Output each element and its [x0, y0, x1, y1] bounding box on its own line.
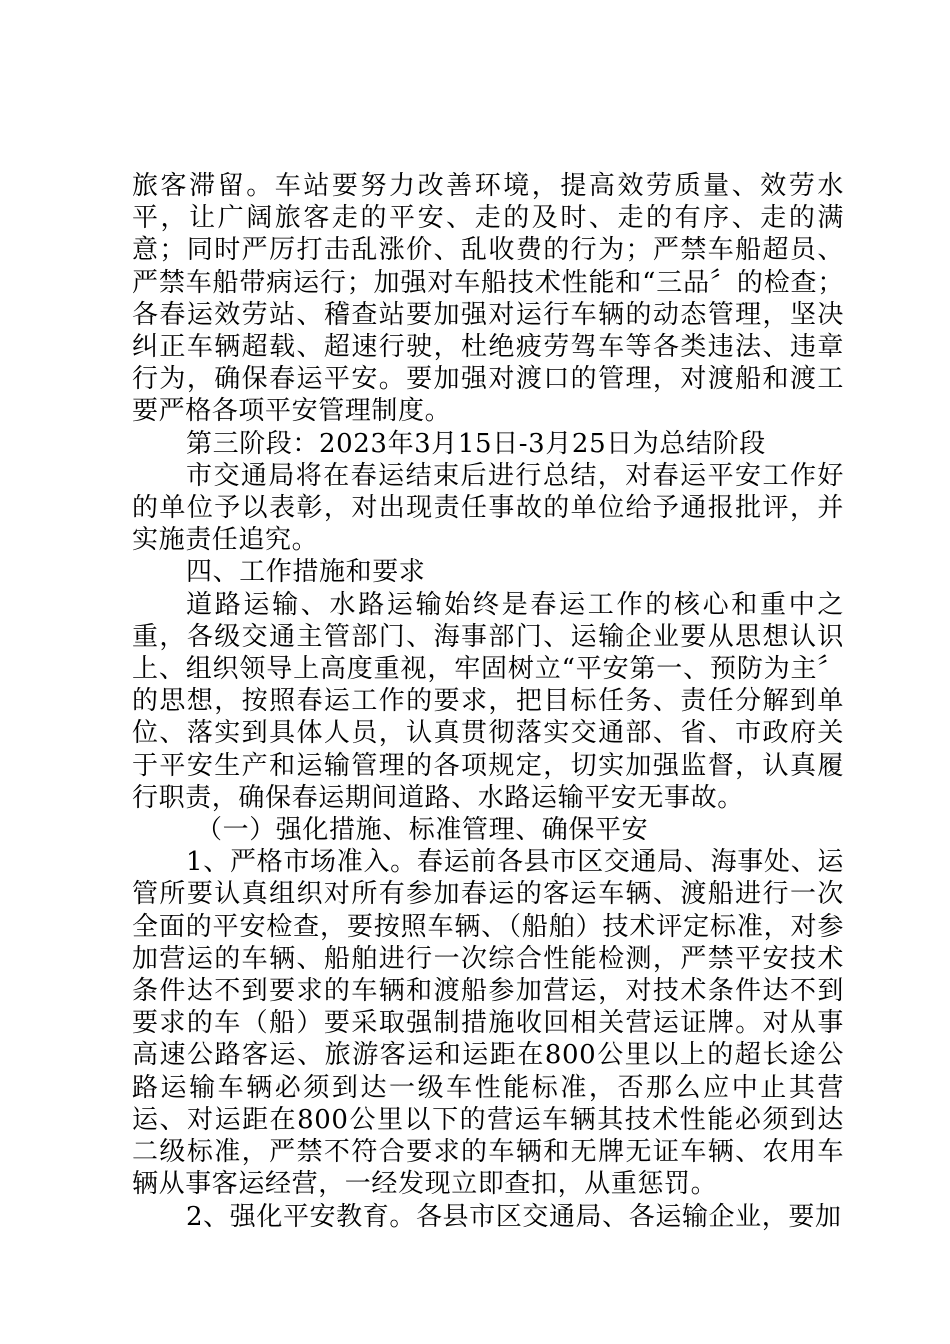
subsection-one-heading: （一）强化措施、标准管理、确保平安: [196, 815, 649, 846]
paragraph-road-water-transport: 道路运输、水路运输始终是春运工作的核心和重中之重，各级交通主管部门、海事部门、运输企业要从思想认识上、组织领导上高度重视，牢固树立“平安第一、预防为主〞的思想，按照春运工作的要求，把目标任务、责任分解到单位、落实到具体人员，认真贯彻落实交通部、省、市政府关于平安生产和运输管理的各项规定，切实加强监督，认真履行职责，确保春运期间道路、水路运输平安无事故。: [132, 589, 844, 813]
paragraph-safety-education: 2、强化平安教育。各县市区交通局、各运输企业，要加: [186, 1201, 842, 1232]
stage-three-heading: 第三阶段：2023年3月15日-3月25日为总结阶段: [186, 428, 766, 459]
paragraph-market-access: 1、严格市场准入。春运前各县市区交通局、海事处、运管所要认真组织对所有参加春运的客运车辆、渡船进行一次全面的平安检查，要按照车辆、（船舶）技术评定标准，对参加营运的车辆、船舶进行一次综合性能检测，严禁平安技术条件达不到要求的车辆和渡船参加营运，对技术条件达不到要求的车（船）要采取强制措施收回相关营运证牌。对从事高速公路客运、旅游客运和运距在800公里以上的超长途公路运输车辆必须到达一级车性能标准，否那么应中止其营运、对运距在800公里以下的营运车辆其技术性能必须到达二级标准，严禁不符合要求的车辆和无牌无证车辆、农用车辆从事客运经营，一经发现立即查扣，从重惩罚。: [132, 847, 844, 1200]
paragraph-summary: 市交通局将在春运结束后进行总结，对春运平安工作好的单位予以表彰，对出现责任事故的单位给予通报批评，并实施责任追究。: [132, 460, 844, 556]
section-four-heading: 四、工作措施和要求: [186, 557, 426, 588]
document-body: [132, 170, 844, 1233]
paragraph-continuation: 旅客滞留。车站要努力改善环境，提高效劳质量、效劳水平，让广阔旅客走的平安、走的及时、走的有序、走的满意；同时严厉打击乱涨价、乱收费的行为；严禁车船超员、严禁车船带病运行；加强对车船技术性能和“三品〞的检查；各春运效劳站、稽查站要加强对运行车辆的动态管理，坚决纠正车辆超载、超速行驶，杜绝疲劳驾车等各类违法、违章行为，确保春运平安。要加强对渡口的管理，对渡船和渡工要严格各项平安管理制度。: [132, 171, 844, 427]
